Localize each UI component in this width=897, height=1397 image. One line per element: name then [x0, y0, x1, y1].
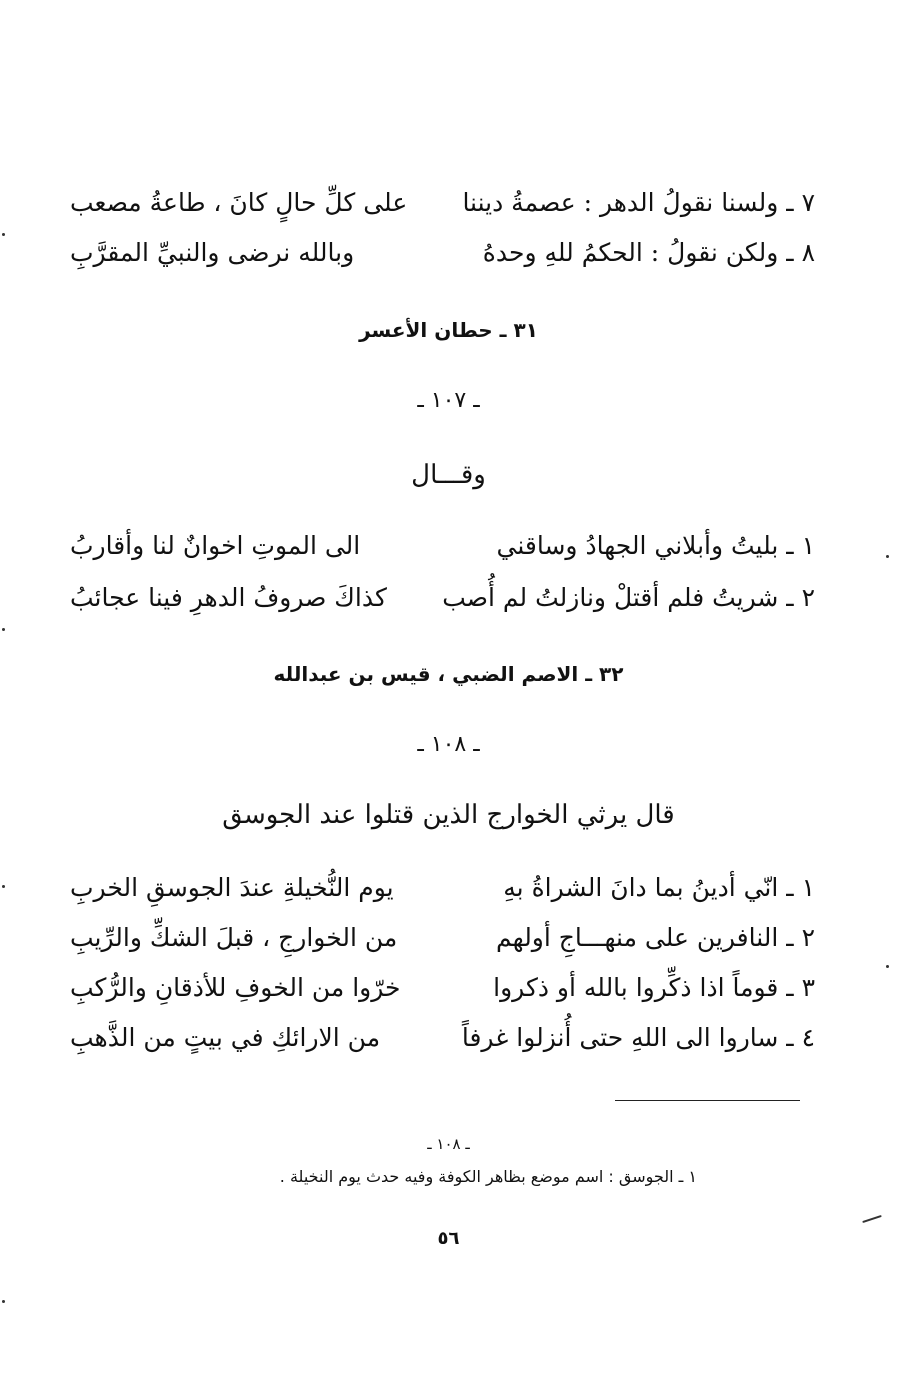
- section-heading: ٣١ ـ حطان الأعسر: [359, 318, 538, 342]
- scan-speck: [2, 233, 5, 236]
- verse-line: [70, 1015, 815, 1061]
- poem-number: ـ ١٠٧ ـ: [417, 388, 480, 413]
- scan-speck: [862, 1215, 882, 1223]
- verse-second-hemistich: على كلِّ حالٍ كانَ ، طاعةُ مصعب: [70, 188, 408, 217]
- verse-second-hemistich: كذاكَ صروفُ الدهرِ فينا عجائبُ: [70, 583, 387, 612]
- poem-intro: قال يرثي الخوارج الذين قتلوا عند الجوسق: [222, 800, 675, 830]
- verse-line: [70, 915, 815, 961]
- verse-second-hemistich: يوم النُّخيلةِ عندَ الجوسقِ الخربِ: [70, 873, 394, 902]
- poem-intro: وقـــال: [411, 460, 486, 490]
- scan-speck: [886, 555, 889, 558]
- scan-speck: [2, 1300, 5, 1303]
- verse-line: [70, 180, 815, 226]
- verse-first-hemistich: ٤ ـ ساروا الى اللهِ حتى أُنزلوا غرفاً: [461, 1023, 815, 1052]
- verse-first-hemistich: ١ ـ انّي أدينُ بما دانَ الشراةُ بهِ: [503, 873, 815, 902]
- verse-line: [70, 865, 815, 911]
- verse-first-hemistich: ٧ ـ ولسنا نقولُ الدهر : عصمةُ ديننا: [462, 188, 815, 217]
- verse-first-hemistich: ٢ ـ شريتُ فلم أقتلْ ونازلتُ لم أُصب: [442, 583, 815, 612]
- verse-line: [70, 230, 815, 276]
- poem-number: ـ ١٠٨ ـ: [417, 732, 480, 757]
- verse-second-hemistich: من الارائكِ في بيتٍ من الذَّهبِ: [70, 1023, 381, 1052]
- section-heading: ٣٢ ـ الاصم الضبي ، قيس بن عبدالله: [273, 662, 624, 686]
- scan-speck: [886, 965, 889, 968]
- scan-speck: [2, 885, 5, 888]
- verse-second-hemistich: وبالله نرضى والنبيِّ المقرَّبِ: [70, 238, 355, 267]
- verse-line: [70, 523, 815, 569]
- footnote-divider: [615, 1100, 800, 1101]
- verse-first-hemistich: ٢ ـ النافرين على منهـــاجِ أولهم: [496, 923, 815, 952]
- scan-speck: [2, 628, 5, 631]
- verse-second-hemistich: من الخوارجِ ، قبلَ الشكِّ والرِّيبِ: [70, 923, 398, 952]
- verse-line: [70, 965, 815, 1011]
- footnote-poem-number: ـ ١٠٨ ـ: [427, 1135, 470, 1153]
- verse-second-hemistich: الى الموتِ اخوانٌ لنا وأقاربُ: [70, 531, 361, 560]
- page-number: ٥٦: [437, 1228, 460, 1249]
- footnote-text: ١ ـ الجوسق : اسم موضع بظاهر الكوفة وفيه حدث يوم النخيلة .: [279, 1167, 697, 1186]
- verse-first-hemistich: ٨ ـ ولكن نقولُ : الحكمُ للهِ وحدهُ: [482, 238, 815, 267]
- verse-first-hemistich: ٣ ـ قوماً اذا ذكِّروا بالله أو ذكروا: [493, 973, 815, 1002]
- verse-second-hemistich: خرّوا من الخوفِ للأذقانِ والرُّكبِ: [70, 973, 401, 1002]
- verse-line: [70, 575, 815, 621]
- verse-first-hemistich: ١ ـ بليتُ وأبلاني الجهادُ وساقني: [496, 531, 815, 560]
